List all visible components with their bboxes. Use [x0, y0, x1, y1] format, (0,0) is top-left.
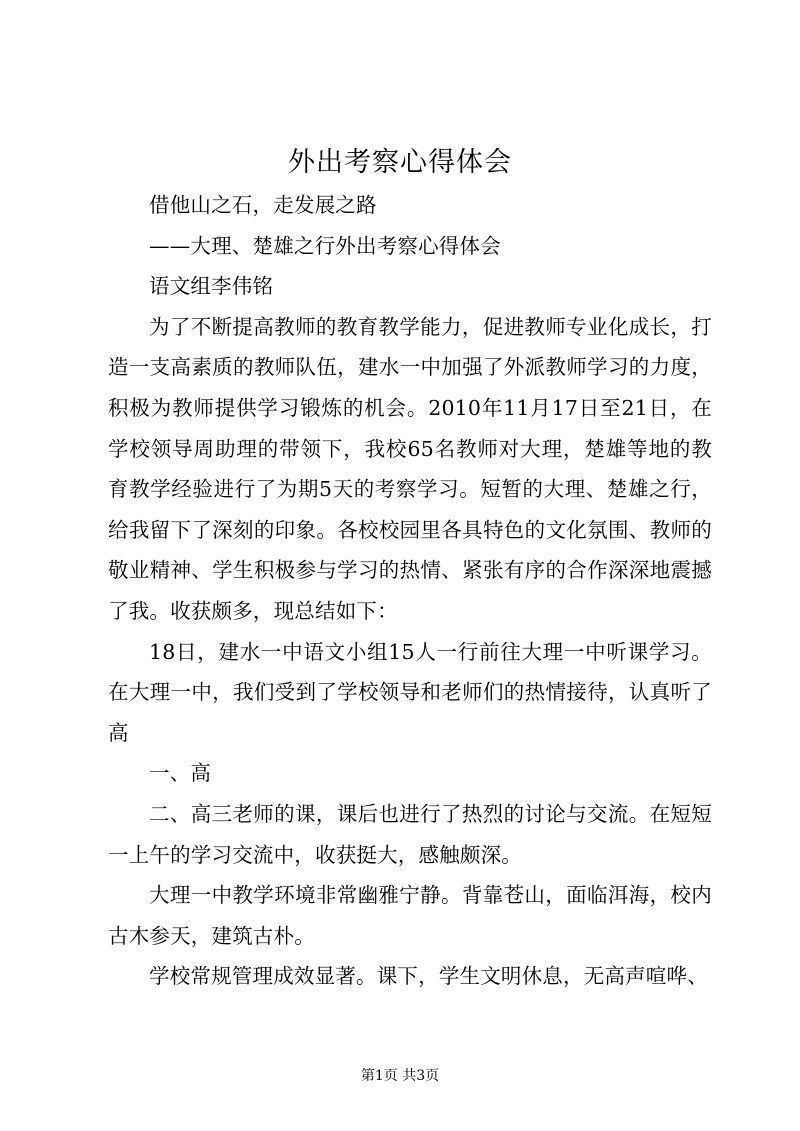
paragraph-grade-two-three: 二、高三老师的课，课后也进行了热烈的讨论与交流。在短短一上午的学习交流中，收获挺大，感触颇深。 [108, 801, 712, 867]
paragraph-management: 学校常规管理成效显著。课下，学生文明休息，无高声喧哗、 [149, 964, 708, 989]
document-body [108, 185, 712, 997]
author-line: 语文组李伟铭 [149, 274, 274, 299]
paragraph-environment: 大理一中教学环境非常幽雅宁静。背靠苍山，面临洱海，校内古木参天，建筑古朴。 [108, 883, 712, 948]
paragraph-grade-one: 一、高 [149, 761, 212, 786]
subtitle-dash-line: ——大理、楚雄之行外出考察心得体会 [149, 233, 501, 258]
paragraph-intro: 为了不断提高教师的教育教学能力，促进教师专业化成长，打造一支高素质的教师队伍，建水一中加强了外派教师学习的力度，积极为教师提供学习锻炼的机会。2010年11月17日至21日，在学校领导周助理的带领下，我校65名教师对大理，楚雄等地的教育教学经验进行了为期5天的考察学习。短暂的大理、楚雄之行，给我留下了深刻的印象。各校校园里各具特色的文化氛围、教师的敬业精神、学生积极参与学习的热情、紧张有序的合作深深地震撼了我。收获颇多，现总结如下： [108, 314, 712, 623]
paragraph-visit: 18日，建水一中语文小组15人一行前往大理一中听课学习。在大理一中，我们受到了学校领导和老师们的热情接待，认真听了高 [108, 639, 712, 745]
document-title: 外出考察心得体会 [288, 147, 512, 178]
subtitle-line: 借他山之石，走发展之路 [149, 193, 377, 217]
page-number-footer: 第1页 共3页 [360, 1068, 440, 1084]
